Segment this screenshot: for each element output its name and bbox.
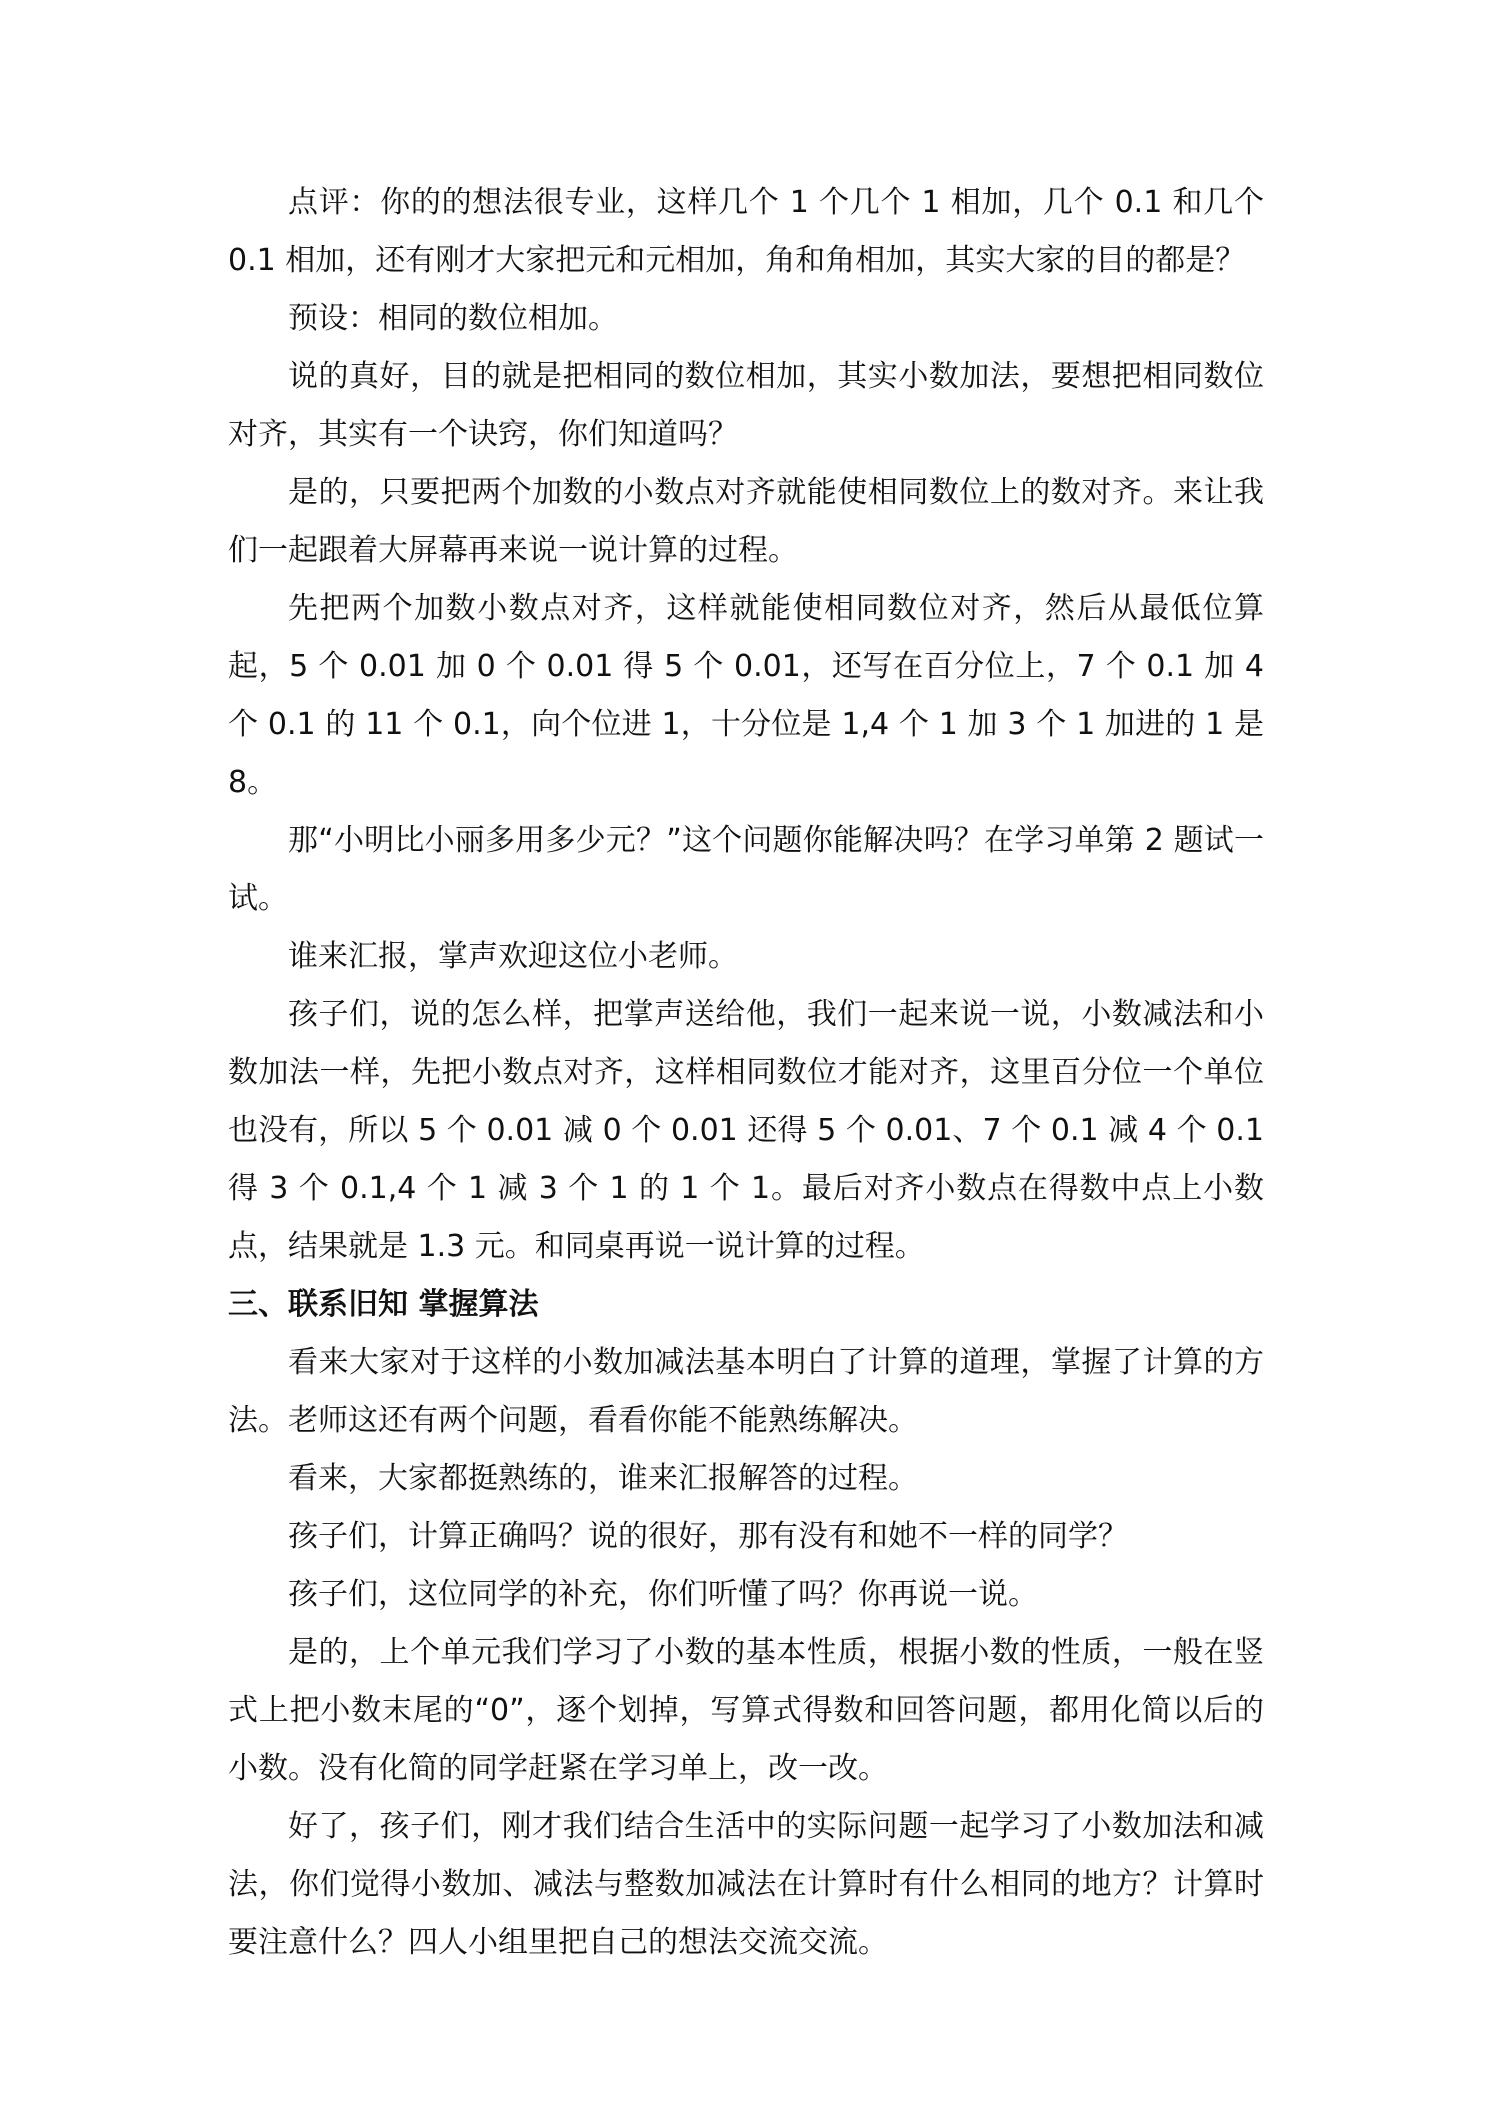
paragraph-summary: 好了，孩子们，刚才我们结合生活中的实际问题一起学习了小数加法和减法，你们觉得小数加、减法与整数加减法在计算时有什么相同的地方？计算时要注意什么？四人小组里把自己的想法交流交流。 [228, 1809, 1264, 1960]
paragraph-align-trick: 说的真好，目的就是把相同的数位相加，其实小数加法，要想把相同数位对齐，其实有一个诀窍，你们知道吗？ [228, 359, 1264, 452]
document-body [228, 174, 1264, 1972]
paragraph-preset: 预设：相同的数位相加。 [288, 301, 618, 336]
paragraph-comment: 点评：你的的想法很专业，这样几个 1 个几个 1 相加，几个 0.1 和几个 0.1 相加，还有刚才大家把元和元相加，角和角相加，其实大家的目的都是？ [228, 185, 1264, 278]
paragraph-decimal-point-align: 是的，只要把两个加数的小数点对齐就能使相同数位上的数对齐。来让我们一起跟着大屏幕再来说一说计算的过程。 [228, 475, 1264, 568]
paragraph-subtraction-process: 孩子们，说的怎么样，把掌声送给他，我们一起来说一说，小数减法和小数加法一样，先把小数点对齐，这样相同数位才能对齐，这里百分位一个单位也没有，所以 5 个 0.01 减 0 个 0.01 还得 5 个 0.01、7 个 0.1 减 4 个 0.1 得 3 个 0.1,4 个 1 减 3 个 1 的 1 个 1。最后对齐小数点在得数中点上小数点，结果就是 1.3 元。和同桌再说一说计算的过程。 [228, 997, 1264, 1264]
section-heading-three: 三、联系旧知 掌握算法 [228, 1287, 539, 1322]
paragraph-addition-process: 先把两个加数小数点对齐，这样就能使相同数位对齐，然后从最低位算起，5 个 0.01 加 0 个 0.01 得 5 个 0.01，还写在百分位上，7 个 0.1 加 4 个 0.1 的 11 个 0.1，向个位进 1，十分位是 1,4 个 1 加 3 个 1 加进的 1 是 8。 [228, 591, 1264, 800]
paragraph-report: 谁来汇报，掌声欢迎这位小老师。 [288, 939, 738, 974]
paragraph-check-correct: 孩子们，计算正确吗？说的很好，那有没有和她不一样的同学？ [288, 1519, 1128, 1554]
paragraph-subtraction-question: 那“小明比小丽多用多少元？”这个问题你能解决吗？在学习单第 2 题试一试。 [228, 823, 1264, 916]
paragraph-decimal-property: 是的，上个单元我们学习了小数的基本性质，根据小数的性质，一般在竖式上把小数末尾的“0”，逐个划掉，写算式得数和回答问题，都用化简以后的小数。没有化简的同学赶紧在学习单上，改一改。 [228, 1635, 1264, 1786]
paragraph-supplement: 孩子们，这位同学的补充，你们听懂了吗？你再说一说。 [288, 1577, 1038, 1612]
paragraph-review-intro: 看来大家对于这样的小数加减法基本明白了计算的道理，掌握了计算的方法。老师这还有两个问题，看看你能不能熟练解决。 [228, 1345, 1264, 1438]
paragraph-report-process: 看来，大家都挺熟练的，谁来汇报解答的过程。 [288, 1461, 918, 1496]
